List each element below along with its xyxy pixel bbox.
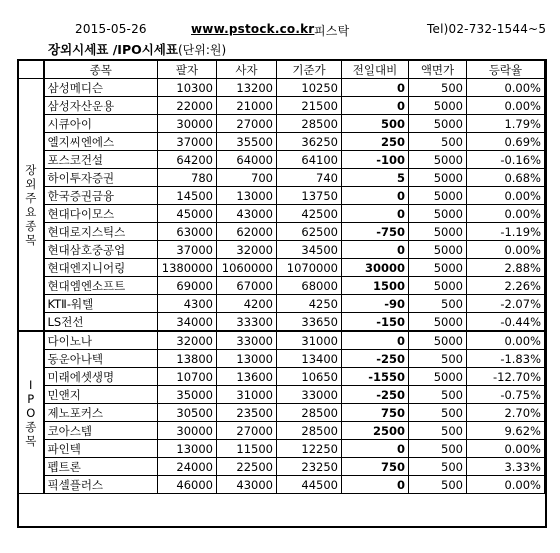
buy-price: 700: [217, 169, 277, 187]
section-label-char: O: [26, 405, 36, 420]
buy-price: 67000: [217, 277, 277, 295]
base-price: 42500: [277, 205, 342, 223]
page-title: [48, 40, 226, 58]
stock-name: 픽셀플러스: [44, 476, 158, 494]
buy-price: 31000: [217, 386, 277, 404]
base-price: 10250: [277, 79, 342, 97]
base-price: 12250: [277, 440, 342, 458]
buy-price: 27000: [217, 115, 277, 133]
table-row: [19, 295, 545, 313]
col-header-sell: 팔자: [158, 61, 217, 79]
table-row: [19, 133, 545, 151]
base-price: 34500: [277, 241, 342, 259]
stock-name: 펩트론: [44, 458, 158, 476]
buy-price: 13200: [217, 79, 277, 97]
section-header: [19, 61, 44, 79]
sell-price: 37000: [158, 241, 217, 259]
table-row: [19, 422, 545, 440]
sell-price: 32000: [158, 331, 217, 350]
face-value: 5000: [409, 241, 467, 259]
price-change: 0: [342, 440, 409, 458]
base-price: 36250: [277, 133, 342, 151]
table-row: [19, 476, 545, 494]
sell-price: 780: [158, 169, 217, 187]
base-price: 68000: [277, 277, 342, 295]
buy-price: 33300: [217, 313, 277, 332]
stock-name: 시큐아이: [44, 115, 158, 133]
base-price: 21500: [277, 97, 342, 115]
buy-price: 43000: [217, 205, 277, 223]
stock-name: 삼성자산운용: [44, 97, 158, 115]
price-change: 0: [342, 331, 409, 350]
face-value: 500: [409, 404, 467, 422]
section-label-char: 요: [25, 204, 37, 219]
section-label-char: 주: [25, 190, 37, 205]
stock-name: 한국증권금융: [44, 187, 158, 205]
price-change: 0: [342, 241, 409, 259]
sell-price: 30500: [158, 404, 217, 422]
stock-name: 제노포커스: [44, 404, 158, 422]
sell-price: 69000: [158, 277, 217, 295]
face-value: 500: [409, 79, 467, 97]
buy-price: 35500: [217, 133, 277, 151]
sell-price: 30000: [158, 422, 217, 440]
change-rate: 0.00%: [467, 440, 545, 458]
sell-price: 30000: [158, 115, 217, 133]
stock-name: 파인텍: [44, 440, 158, 458]
sell-price: 4300: [158, 295, 217, 313]
buy-price: 22500: [217, 458, 277, 476]
price-change: 0: [342, 79, 409, 97]
section-label-ipo: [19, 331, 44, 494]
price-change: -750: [342, 223, 409, 241]
table-row: [19, 368, 545, 386]
change-rate: -1.83%: [467, 350, 545, 368]
section-label-char: 장: [25, 162, 37, 177]
table-title: 장외시세표 /IPO시세표: [48, 42, 178, 57]
change-rate: 0.00%: [467, 79, 545, 97]
buy-price: 4200: [217, 295, 277, 313]
face-value: 5000: [409, 259, 467, 277]
section-label-char: P: [27, 391, 35, 406]
face-value: 5000: [409, 205, 467, 223]
report-date: 2015-05-26: [75, 22, 147, 36]
section-label-char: 종: [25, 218, 37, 233]
base-price: 1070000: [277, 259, 342, 277]
table-row: [19, 115, 545, 133]
sell-price: 63000: [158, 223, 217, 241]
base-price: 4250: [277, 295, 342, 313]
table-row: [19, 259, 545, 277]
price-change: -150: [342, 313, 409, 332]
buy-price: 43000: [217, 476, 277, 494]
sell-price: 37000: [158, 133, 217, 151]
face-value: 5000: [409, 187, 467, 205]
sell-price: 24000: [158, 458, 217, 476]
price-change: -250: [342, 350, 409, 368]
face-value: 5000: [409, 97, 467, 115]
stock-name: 현대다이모스: [44, 205, 158, 223]
change-rate: 2.88%: [467, 259, 545, 277]
face-value: 5000: [409, 115, 467, 133]
change-rate: 2.26%: [467, 277, 545, 295]
price-table: [18, 60, 545, 494]
sell-price: 45000: [158, 205, 217, 223]
table-row: [19, 241, 545, 259]
change-rate: -0.16%: [467, 151, 545, 169]
table-body: [19, 79, 545, 494]
base-price: 13400: [277, 350, 342, 368]
change-rate: 0.00%: [467, 241, 545, 259]
base-price: 10650: [277, 368, 342, 386]
change-rate: 3.33%: [467, 458, 545, 476]
price-change: -90: [342, 295, 409, 313]
sell-price: 10300: [158, 79, 217, 97]
sell-price: 22000: [158, 97, 217, 115]
section-label-otc: [19, 79, 44, 332]
stock-name: 동운아나텍: [44, 350, 158, 368]
change-rate: -12.70%: [467, 368, 545, 386]
price-change: 5: [342, 169, 409, 187]
change-rate: 0.68%: [467, 169, 545, 187]
stock-name: 포스코건설: [44, 151, 158, 169]
change-rate: -0.44%: [467, 313, 545, 332]
price-change: 250: [342, 133, 409, 151]
sell-price: 13800: [158, 350, 217, 368]
sell-price: 64200: [158, 151, 217, 169]
change-rate: 0.00%: [467, 205, 545, 223]
change-rate: -2.07%: [467, 295, 545, 313]
change-rate: 2.70%: [467, 404, 545, 422]
table-row: [19, 313, 545, 332]
price-change: 750: [342, 404, 409, 422]
face-value: 5000: [409, 223, 467, 241]
stock-name: 하이투자증권: [44, 169, 158, 187]
change-rate: -1.19%: [467, 223, 545, 241]
price-change: 500: [342, 115, 409, 133]
change-rate: 9.62%: [467, 422, 545, 440]
face-value: 5000: [409, 151, 467, 169]
header-row: [19, 61, 545, 79]
buy-price: 13000: [217, 187, 277, 205]
section-label-char: 목: [25, 232, 37, 247]
base-price: 28500: [277, 115, 342, 133]
stock-name: 민앤지: [44, 386, 158, 404]
price-change: 0: [342, 97, 409, 115]
col-header-face: 액면가: [409, 61, 467, 79]
sell-price: 35000: [158, 386, 217, 404]
table-row: [19, 404, 545, 422]
buy-price: 32000: [217, 241, 277, 259]
face-value: 5000: [409, 331, 467, 350]
stock-name: 현대삼호중공업: [44, 241, 158, 259]
table-row: [19, 79, 545, 97]
buy-price: 33000: [217, 331, 277, 350]
price-change: 2500: [342, 422, 409, 440]
stock-name: 엘지씨엔에스: [44, 133, 158, 151]
section-label-char: 종: [25, 419, 37, 434]
sell-price: 34000: [158, 313, 217, 332]
price-change: 1500: [342, 277, 409, 295]
buy-price: 21000: [217, 97, 277, 115]
price-change: 0: [342, 476, 409, 494]
change-rate: 0.69%: [467, 133, 545, 151]
face-value: 500: [409, 386, 467, 404]
table-row: [19, 331, 545, 350]
table-row: [19, 440, 545, 458]
phone-number: Tel)02-732-1544~5: [427, 22, 547, 36]
stock-name: 코아스템: [44, 422, 158, 440]
change-rate: 0.00%: [467, 187, 545, 205]
buy-price: 62000: [217, 223, 277, 241]
face-value: 500: [409, 476, 467, 494]
stock-name: 현대엠엔소프트: [44, 277, 158, 295]
face-value: 500: [409, 440, 467, 458]
price-change: -100: [342, 151, 409, 169]
sell-price: 1380000: [158, 259, 217, 277]
base-price: 62500: [277, 223, 342, 241]
table-row: [19, 386, 545, 404]
base-price: 13750: [277, 187, 342, 205]
change-rate: 1.79%: [467, 115, 545, 133]
face-value: 500: [409, 295, 467, 313]
base-price: 31000: [277, 331, 342, 350]
col-header-base: 기준가: [277, 61, 342, 79]
base-price: 33650: [277, 313, 342, 332]
buy-price: 64000: [217, 151, 277, 169]
face-value: 500: [409, 458, 467, 476]
face-value: 500: [409, 350, 467, 368]
section-label-char: 외: [25, 176, 37, 191]
base-price: 23250: [277, 458, 342, 476]
col-header-buy: 사자: [217, 61, 277, 79]
section-label-char: 목: [25, 433, 37, 448]
stock-name: 삼성메디슨: [44, 79, 158, 97]
base-price: 64100: [277, 151, 342, 169]
price-change: -250: [342, 386, 409, 404]
col-header-change: 전일대비: [342, 61, 409, 79]
table-row: [19, 169, 545, 187]
table-row: [19, 223, 545, 241]
sell-price: 46000: [158, 476, 217, 494]
sell-price: 14500: [158, 187, 217, 205]
buy-price: 11500: [217, 440, 277, 458]
table-row: [19, 205, 545, 223]
table-row: [19, 97, 545, 115]
stock-name: 미래에셋생명: [44, 368, 158, 386]
price-change: 0: [342, 205, 409, 223]
base-price: 28500: [277, 422, 342, 440]
company-name: 피스탁: [314, 24, 350, 38]
face-value: 5000: [409, 368, 467, 386]
buy-price: 13000: [217, 350, 277, 368]
stock-name: 현대엔지니어링: [44, 259, 158, 277]
stock-name: 현대로지스틱스: [44, 223, 158, 241]
section-label-char: I: [29, 377, 33, 392]
col-header-name: 종목: [44, 61, 158, 79]
change-rate: -0.75%: [467, 386, 545, 404]
col-header-rate: 등락율: [467, 61, 545, 79]
change-rate: 0.00%: [467, 476, 545, 494]
table-row: [19, 187, 545, 205]
face-value: 500: [409, 133, 467, 151]
table-row: [19, 151, 545, 169]
base-price: 33000: [277, 386, 342, 404]
buy-price: 23500: [217, 404, 277, 422]
stock-name: KTⅡ-워텔: [44, 295, 158, 313]
website-link[interactable]: www.pstock.co.kr: [191, 22, 315, 36]
base-price: 44500: [277, 476, 342, 494]
stock-name: LS전선: [44, 313, 158, 332]
price-change: -1550: [342, 368, 409, 386]
stock-name: 다이노나: [44, 331, 158, 350]
face-value: 5000: [409, 169, 467, 187]
face-value: 5000: [409, 313, 467, 332]
buy-price: 27000: [217, 422, 277, 440]
price-change: 0: [342, 187, 409, 205]
price-change: 30000: [342, 259, 409, 277]
change-rate: 0.00%: [467, 97, 545, 115]
table-row: [19, 458, 545, 476]
base-price: 740: [277, 169, 342, 187]
table-row: [19, 277, 545, 295]
buy-price: 1060000: [217, 259, 277, 277]
sell-price: 10700: [158, 368, 217, 386]
buy-price: 13600: [217, 368, 277, 386]
face-value: 5000: [409, 277, 467, 295]
price-change: 750: [342, 458, 409, 476]
sell-price: 13000: [158, 440, 217, 458]
base-price: 28500: [277, 404, 342, 422]
face-value: 500: [409, 422, 467, 440]
unit-label: (단위:원): [177, 43, 227, 57]
change-rate: 0.00%: [467, 331, 545, 350]
table-row: [19, 350, 545, 368]
